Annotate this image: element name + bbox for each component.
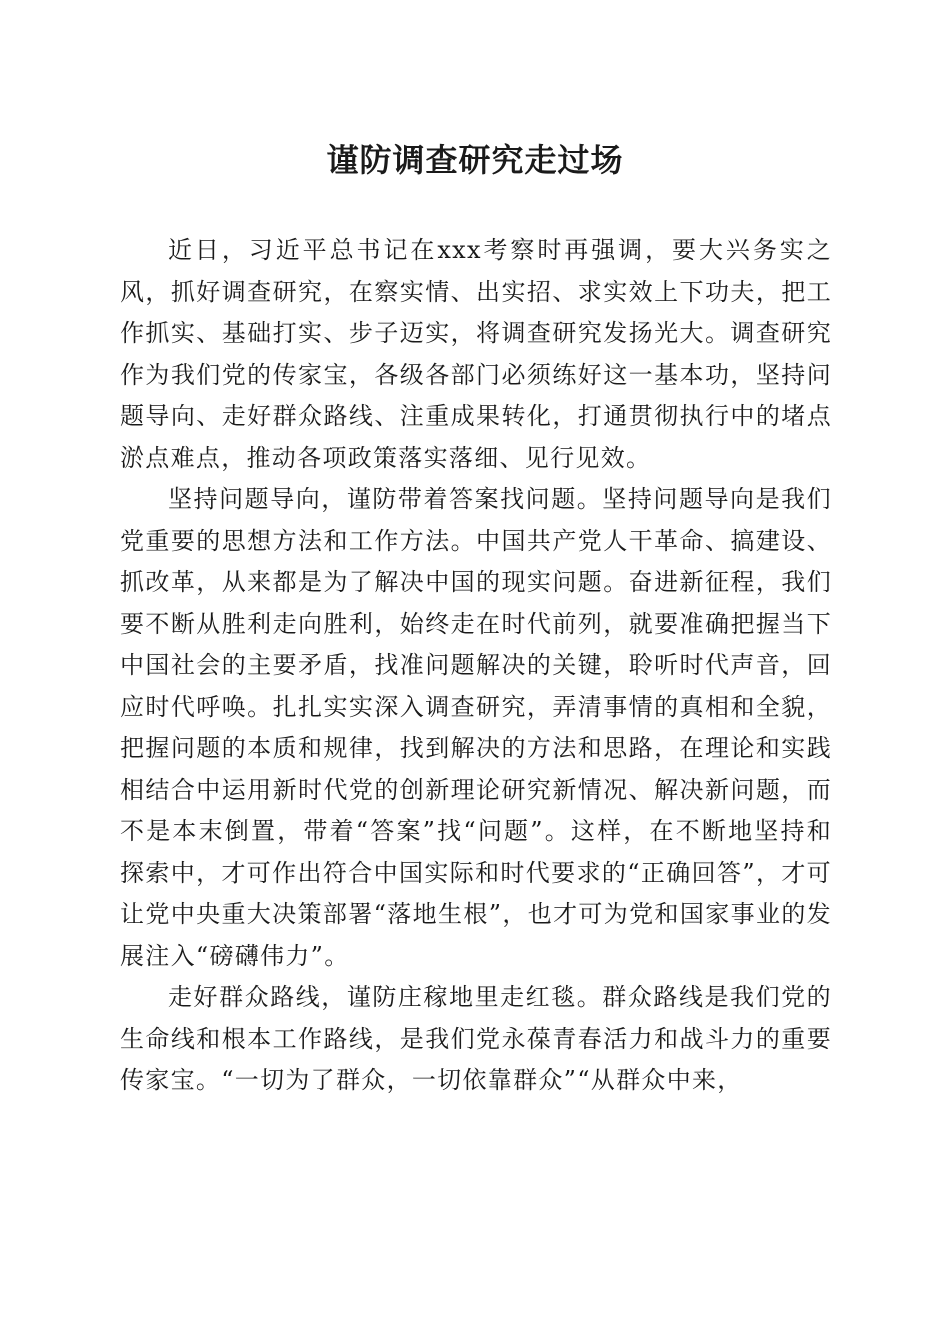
paragraph: 走好群众路线，谨防庄稼地里走红毯。群众路线是我们党的生命线和根本工作路线，是我们党永葆青春活力和战斗力的重要传家宝。“一切为了群众，一切依靠群众”“从群众中来，: [120, 983, 832, 1094]
document-title: 谨防调查研究走过场: [326, 141, 624, 179]
paragraph: 近日，习近平总书记在xxx考察时再强调，要大兴务实之风，抓好调查研究，在察实情、出实招、求实效上下功夫，把工作抓实、基础打实、步子迈实，将调查研究发扬光大。调查研究作为我们党的传家宝，各级各部门必须练好这一基本功，坚持问题导向、走好群众路线、注重成果转化，打通贯彻执行中的堵点淤点难点，推动各项政策落实落细、见行见效。: [120, 236, 832, 472]
document-body: [120, 230, 832, 1102]
paragraph: 坚持问题导向，谨防带着答案找问题。坚持问题导向是我们党重要的思想方法和工作方法。中国共产党人干革命、搞建设、抓改革，从来都是为了解决中国的现实问题。奋进新征程，我们要不断从胜利走向胜利，始终走在时代前列，就要准确把握当下中国社会的主要矛盾，找准问题解决的关键，聆听时代声音，回应时代呼唤。扎扎实实深入调查研究，弄清事情的真相和全貌，把握问题的本质和规律，找到解决的方法和思路，在理论和实践相结合中运用新时代党的创新理论研究新情况、解决新问题，而不是本末倒置，带着“答案”找“问题”。这样，在不断地坚持和探索中，才可作出符合中国实际和时代要求的“正确回答”，才可让党中央重大决策部署“落地生根”，也才可为党和国家事业的发展注入“磅礴伟力”。: [120, 485, 832, 970]
